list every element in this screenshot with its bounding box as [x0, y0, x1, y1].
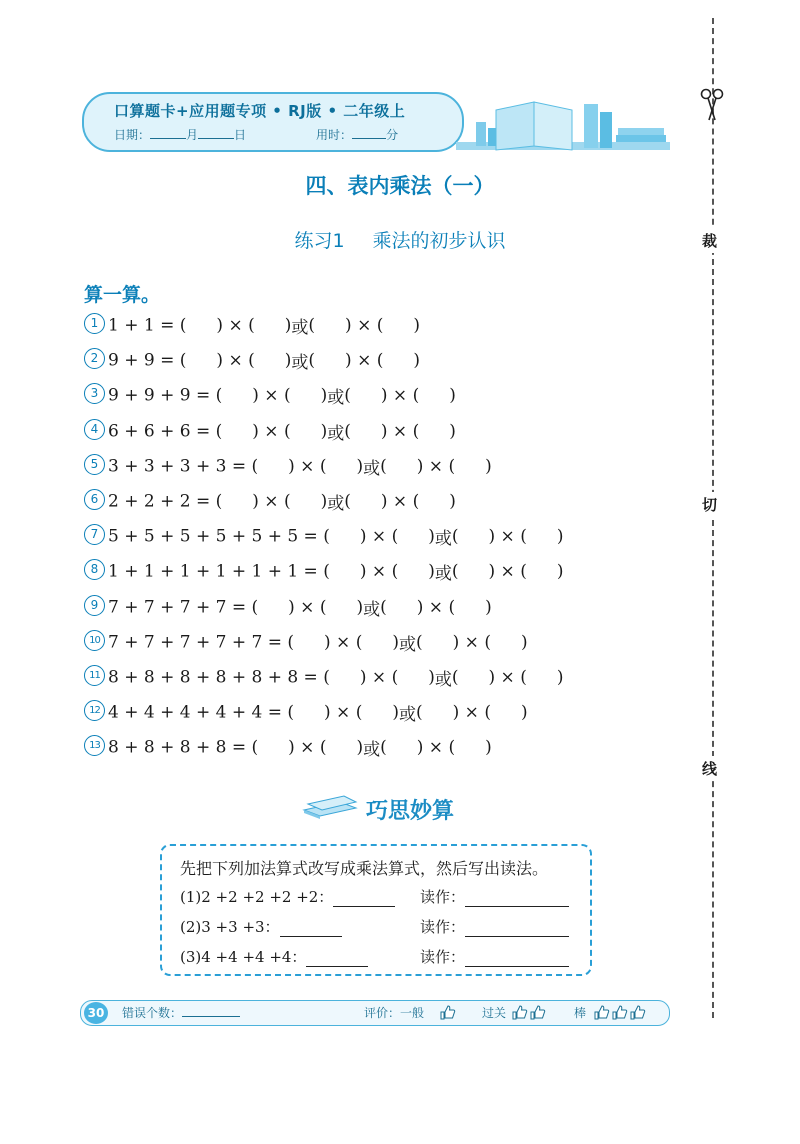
bracket-open: ( [355, 702, 363, 723]
thumbs-up-three-icon [592, 1003, 646, 1021]
bracket-close: ) [416, 456, 424, 477]
times-sign: × [300, 456, 315, 477]
bracket-open: ( [319, 737, 327, 758]
task-expression: (1)2 +2 +2 +2 +2： [180, 888, 334, 906]
bracket-open: ( [323, 526, 330, 547]
times-sign: × [500, 561, 515, 582]
exercise-sum: 3 + 3 + 3 + 3 = [108, 456, 247, 477]
times-sign: × [300, 737, 315, 758]
bracket-open: ( [448, 456, 456, 477]
bracket-open: ( [380, 737, 387, 758]
bracket-open: ( [415, 632, 423, 653]
exercise-number: 1 [84, 313, 105, 334]
bracket-open: ( [391, 561, 399, 582]
cut-label-qie: 切 [702, 492, 717, 517]
times-sign: × [500, 526, 515, 547]
read-row [420, 946, 569, 967]
bracket-open: ( [323, 561, 330, 582]
exercise-row [84, 595, 492, 625]
bracket-open: ( [283, 491, 291, 512]
month-label: 月 [186, 128, 199, 142]
chapter-title: 四、表内乘法（一） [305, 173, 495, 198]
bracket-close: ) [284, 315, 292, 336]
bracket-open: ( [308, 350, 316, 371]
bracket-close: ) [359, 526, 367, 547]
times-sign: × [357, 315, 372, 336]
scissors-icon [700, 88, 724, 122]
exercise-sum: 7 + 7 + 7 + 7 + 7 = [108, 632, 282, 653]
lesson-title [0, 226, 800, 253]
bracket-close: ) [284, 350, 292, 371]
exercise-row [84, 524, 563, 554]
or-word: 或 [434, 529, 452, 550]
bracket-open: ( [251, 737, 259, 758]
exercise-number: 10 [84, 630, 105, 651]
exercise-row [84, 489, 456, 519]
exercise-number: 5 [84, 454, 105, 475]
bracket-close: ) [452, 702, 460, 723]
bracket-close: ) [416, 737, 424, 758]
bracket-open: ( [376, 315, 384, 336]
or-word: 或 [398, 705, 416, 726]
times-sign: × [300, 597, 315, 618]
bracket-close: ) [356, 737, 364, 758]
errors-label: 错误个数： [122, 1006, 183, 1020]
exercise-row [84, 348, 420, 378]
bracket-open: ( [448, 737, 456, 758]
read-label: 读作： [420, 888, 466, 906]
exercise-number: 3 [84, 383, 105, 404]
read-answer-line[interactable] [465, 951, 569, 967]
times-sign: × [336, 702, 351, 723]
header-banner [82, 92, 464, 152]
exercise-number: 6 [84, 489, 105, 510]
bracket-close: ) [488, 561, 496, 582]
exercise-row [84, 735, 492, 765]
exercise-sum: 1 + 1 = [108, 315, 175, 336]
exercise-number: 4 [84, 419, 105, 440]
exercise-sum: 4 + 4 + 4 + 4 + 4 = [108, 702, 282, 723]
times-sign: × [464, 632, 479, 653]
exercise-number: 11 [84, 665, 105, 686]
times-sign: × [428, 456, 444, 477]
bracket-open: ( [215, 491, 223, 512]
bracket-close: ) [392, 632, 399, 653]
date-label: 日期： [114, 128, 151, 142]
bracket-open: ( [287, 632, 294, 653]
or-word: 或 [327, 423, 345, 444]
bracket-close: ) [428, 667, 435, 688]
bracket-open: ( [319, 597, 327, 618]
exercise-number: 7 [84, 524, 105, 545]
bracket-open: ( [520, 526, 527, 547]
task-row [180, 946, 368, 967]
bracket-close: ) [216, 315, 224, 336]
bracket-open: ( [283, 385, 291, 406]
times-sign: × [228, 315, 243, 336]
bracket-close: ) [520, 702, 528, 723]
times-sign: × [264, 421, 279, 442]
or-word: 或 [363, 458, 381, 479]
bracket-close: ) [485, 737, 492, 758]
bracket-open: ( [323, 667, 330, 688]
lesson-name: 乘法的初步认识 [372, 230, 506, 252]
minute-label: 分 [386, 128, 399, 142]
bracket-open: ( [412, 421, 420, 442]
bracket-open: ( [251, 456, 259, 477]
read-answer-line[interactable] [465, 921, 569, 937]
or-word: 或 [327, 494, 345, 514]
bracket-close: ) [449, 421, 456, 442]
times-sign: × [392, 491, 408, 512]
task-expression: (3)4 +4 +4 +4： [180, 948, 307, 966]
task-row [180, 886, 395, 907]
bracket-open: ( [376, 350, 384, 371]
times-sign: × [357, 350, 372, 371]
bracket-open: ( [344, 421, 351, 442]
answer-line[interactable] [280, 921, 342, 937]
times-sign: × [500, 667, 515, 688]
exercise-sum: 2 + 2 + 2 = [108, 491, 211, 512]
read-answer-line[interactable] [465, 891, 569, 907]
thinking-instruction: 先把下列加法算式改写成乘法算式，然后写出读法。 [180, 859, 549, 878]
bracket-open: ( [355, 632, 363, 653]
bracket-open: ( [251, 597, 259, 618]
exercise-sum: 8 + 8 + 8 + 8 = [108, 737, 247, 758]
exercise-row [84, 383, 456, 413]
read-row [420, 886, 569, 907]
exercise-sum: 8 + 8 + 8 + 8 + 8 + 8 = [108, 667, 318, 688]
bracket-open: ( [215, 421, 223, 442]
read-label: 读作： [420, 918, 466, 936]
or-word: 或 [291, 318, 309, 338]
bracket-close: ) [380, 385, 388, 406]
time-label: 用时： [316, 128, 353, 142]
bracket-close: ) [252, 491, 259, 512]
bracket-close: ) [556, 667, 564, 688]
bracket-close: ) [556, 526, 564, 547]
or-word: 或 [363, 599, 381, 620]
bracket-close: ) [359, 561, 367, 582]
bracket-close: ) [323, 702, 331, 723]
bracket-open: ( [179, 350, 187, 371]
bracket-open: ( [520, 561, 527, 582]
read-row [420, 916, 569, 937]
bracket-close: ) [449, 491, 456, 512]
bracket-close: ) [488, 667, 496, 688]
exercise-row [84, 665, 563, 695]
bracket-open: ( [391, 526, 399, 547]
or-word: 或 [363, 740, 381, 761]
bracket-open: ( [380, 456, 387, 477]
bracket-close: ) [413, 315, 420, 336]
bracket-open: ( [344, 385, 351, 406]
bracket-close: ) [449, 385, 456, 406]
bracket-open: ( [520, 667, 527, 688]
bracket-close: ) [288, 597, 295, 618]
bracket-open: ( [319, 456, 327, 477]
exercise-sum: 1 + 1 + 1 + 1 + 1 + 1 = [108, 561, 318, 582]
exercise-row [84, 700, 528, 730]
bracket-open: ( [415, 702, 423, 723]
bracket-close: ) [413, 350, 420, 371]
times-sign: × [392, 421, 408, 442]
times-sign: × [336, 632, 351, 653]
bracket-close: ) [252, 385, 259, 406]
bracket-close: ) [485, 456, 492, 477]
times-sign: × [371, 526, 387, 547]
bracket-open: ( [283, 421, 291, 442]
bracket-close: ) [323, 632, 331, 653]
page-number: 30 [84, 1002, 108, 1024]
bracket-open: ( [308, 315, 316, 336]
bracket-open: ( [448, 597, 456, 618]
times-sign: × [371, 667, 387, 688]
or-word: 或 [398, 634, 416, 655]
bracket-close: ) [485, 597, 492, 618]
bracket-open: ( [248, 350, 255, 371]
bracket-open: ( [344, 491, 351, 512]
exercise-row [84, 559, 563, 589]
exercise-row [84, 419, 456, 449]
bracket-close: ) [428, 561, 435, 582]
exercise-sum: 9 + 9 = [108, 350, 175, 371]
exercise-row [84, 454, 492, 484]
exercise-sum: 9 + 9 + 9 = [108, 385, 211, 406]
exercise-number: 8 [84, 559, 105, 580]
bracket-close: ) [556, 561, 564, 582]
exercise-number: 13 [84, 735, 105, 756]
bracket-close: ) [252, 421, 259, 442]
times-sign: × [228, 350, 243, 371]
bracket-close: ) [288, 737, 295, 758]
times-sign: × [428, 597, 444, 618]
bracket-open: ( [451, 667, 459, 688]
read-label: 读作： [420, 948, 466, 966]
day-label: 日 [234, 128, 247, 142]
times-sign: × [428, 737, 444, 758]
exercise-sum: 6 + 6 + 6 = [108, 421, 211, 442]
cut-line [712, 18, 714, 1018]
bracket-open: ( [451, 526, 459, 547]
answer-line[interactable] [306, 951, 368, 967]
task-expression: (2)3 +3 +3： [180, 918, 280, 936]
bracket-close: ) [345, 350, 352, 371]
answer-line[interactable] [333, 891, 395, 907]
bracket-open: ( [451, 561, 459, 582]
bracket-open: ( [179, 315, 187, 336]
bracket-close: ) [345, 315, 352, 336]
times-sign: × [464, 702, 479, 723]
bracket-open: ( [412, 385, 420, 406]
book-stack-icon [300, 792, 360, 820]
cut-label-cai: 裁 [702, 228, 717, 253]
bracket-close: ) [320, 491, 328, 512]
task-row [180, 916, 342, 937]
bracket-open: ( [287, 702, 294, 723]
bracket-close: ) [320, 385, 328, 406]
section-title-thinking: 巧思妙算 [366, 799, 455, 824]
books-illustration-icon [456, 98, 676, 154]
exercise-number: 12 [84, 700, 105, 721]
bracket-close: ) [392, 702, 399, 723]
times-sign: × [392, 385, 408, 406]
exercise-number: 2 [84, 348, 105, 369]
or-word: 或 [327, 388, 345, 409]
times-sign: × [264, 491, 279, 512]
exercise-row [84, 630, 528, 660]
bracket-open: ( [215, 385, 223, 406]
lesson-number: 练习1 [294, 230, 345, 252]
bracket-open: ( [391, 667, 399, 688]
date-line [114, 126, 398, 143]
bracket-open: ( [248, 315, 255, 336]
bracket-close: ) [288, 456, 295, 477]
pass-label: 过关 [482, 1006, 507, 1020]
bracket-close: ) [380, 491, 388, 512]
rating-label: 评价：一般 [364, 1006, 425, 1020]
or-word: 或 [434, 564, 452, 585]
bracket-close: ) [428, 526, 435, 547]
cut-label-xian: 线 [702, 756, 717, 781]
bracket-close: ) [488, 526, 496, 547]
bracket-close: ) [356, 456, 364, 477]
great-label: 棒 [574, 1006, 587, 1020]
bracket-close: ) [416, 597, 424, 618]
exercise-row [84, 313, 420, 343]
or-word: 或 [434, 670, 452, 690]
errors-count [122, 1004, 240, 1021]
bracket-open: ( [412, 491, 420, 512]
thumbs-up-two-icon [510, 1003, 546, 1021]
bracket-close: ) [452, 632, 460, 653]
bracket-open: ( [484, 632, 491, 653]
bracket-close: ) [216, 350, 224, 371]
bracket-open: ( [484, 702, 491, 723]
exercise-sum: 5 + 5 + 5 + 5 + 5 + 5 = [108, 526, 318, 547]
bracket-close: ) [356, 597, 364, 618]
times-sign: × [371, 561, 387, 582]
section-heading: 算一算。 [84, 284, 161, 306]
bracket-close: ) [359, 667, 367, 688]
exercise-number: 9 [84, 595, 105, 616]
times-sign: × [264, 385, 279, 406]
thumbs-up-icon [438, 1003, 456, 1021]
bracket-open: ( [380, 597, 387, 618]
bracket-close: ) [380, 421, 388, 442]
bracket-close: ) [320, 421, 328, 442]
book-title: 口算题卡+应用题专项 • RJ版 • 二年级上 [114, 102, 406, 120]
bracket-close: ) [520, 632, 528, 653]
exercise-sum: 7 + 7 + 7 + 7 = [108, 597, 247, 618]
or-word: 或 [291, 353, 309, 374]
